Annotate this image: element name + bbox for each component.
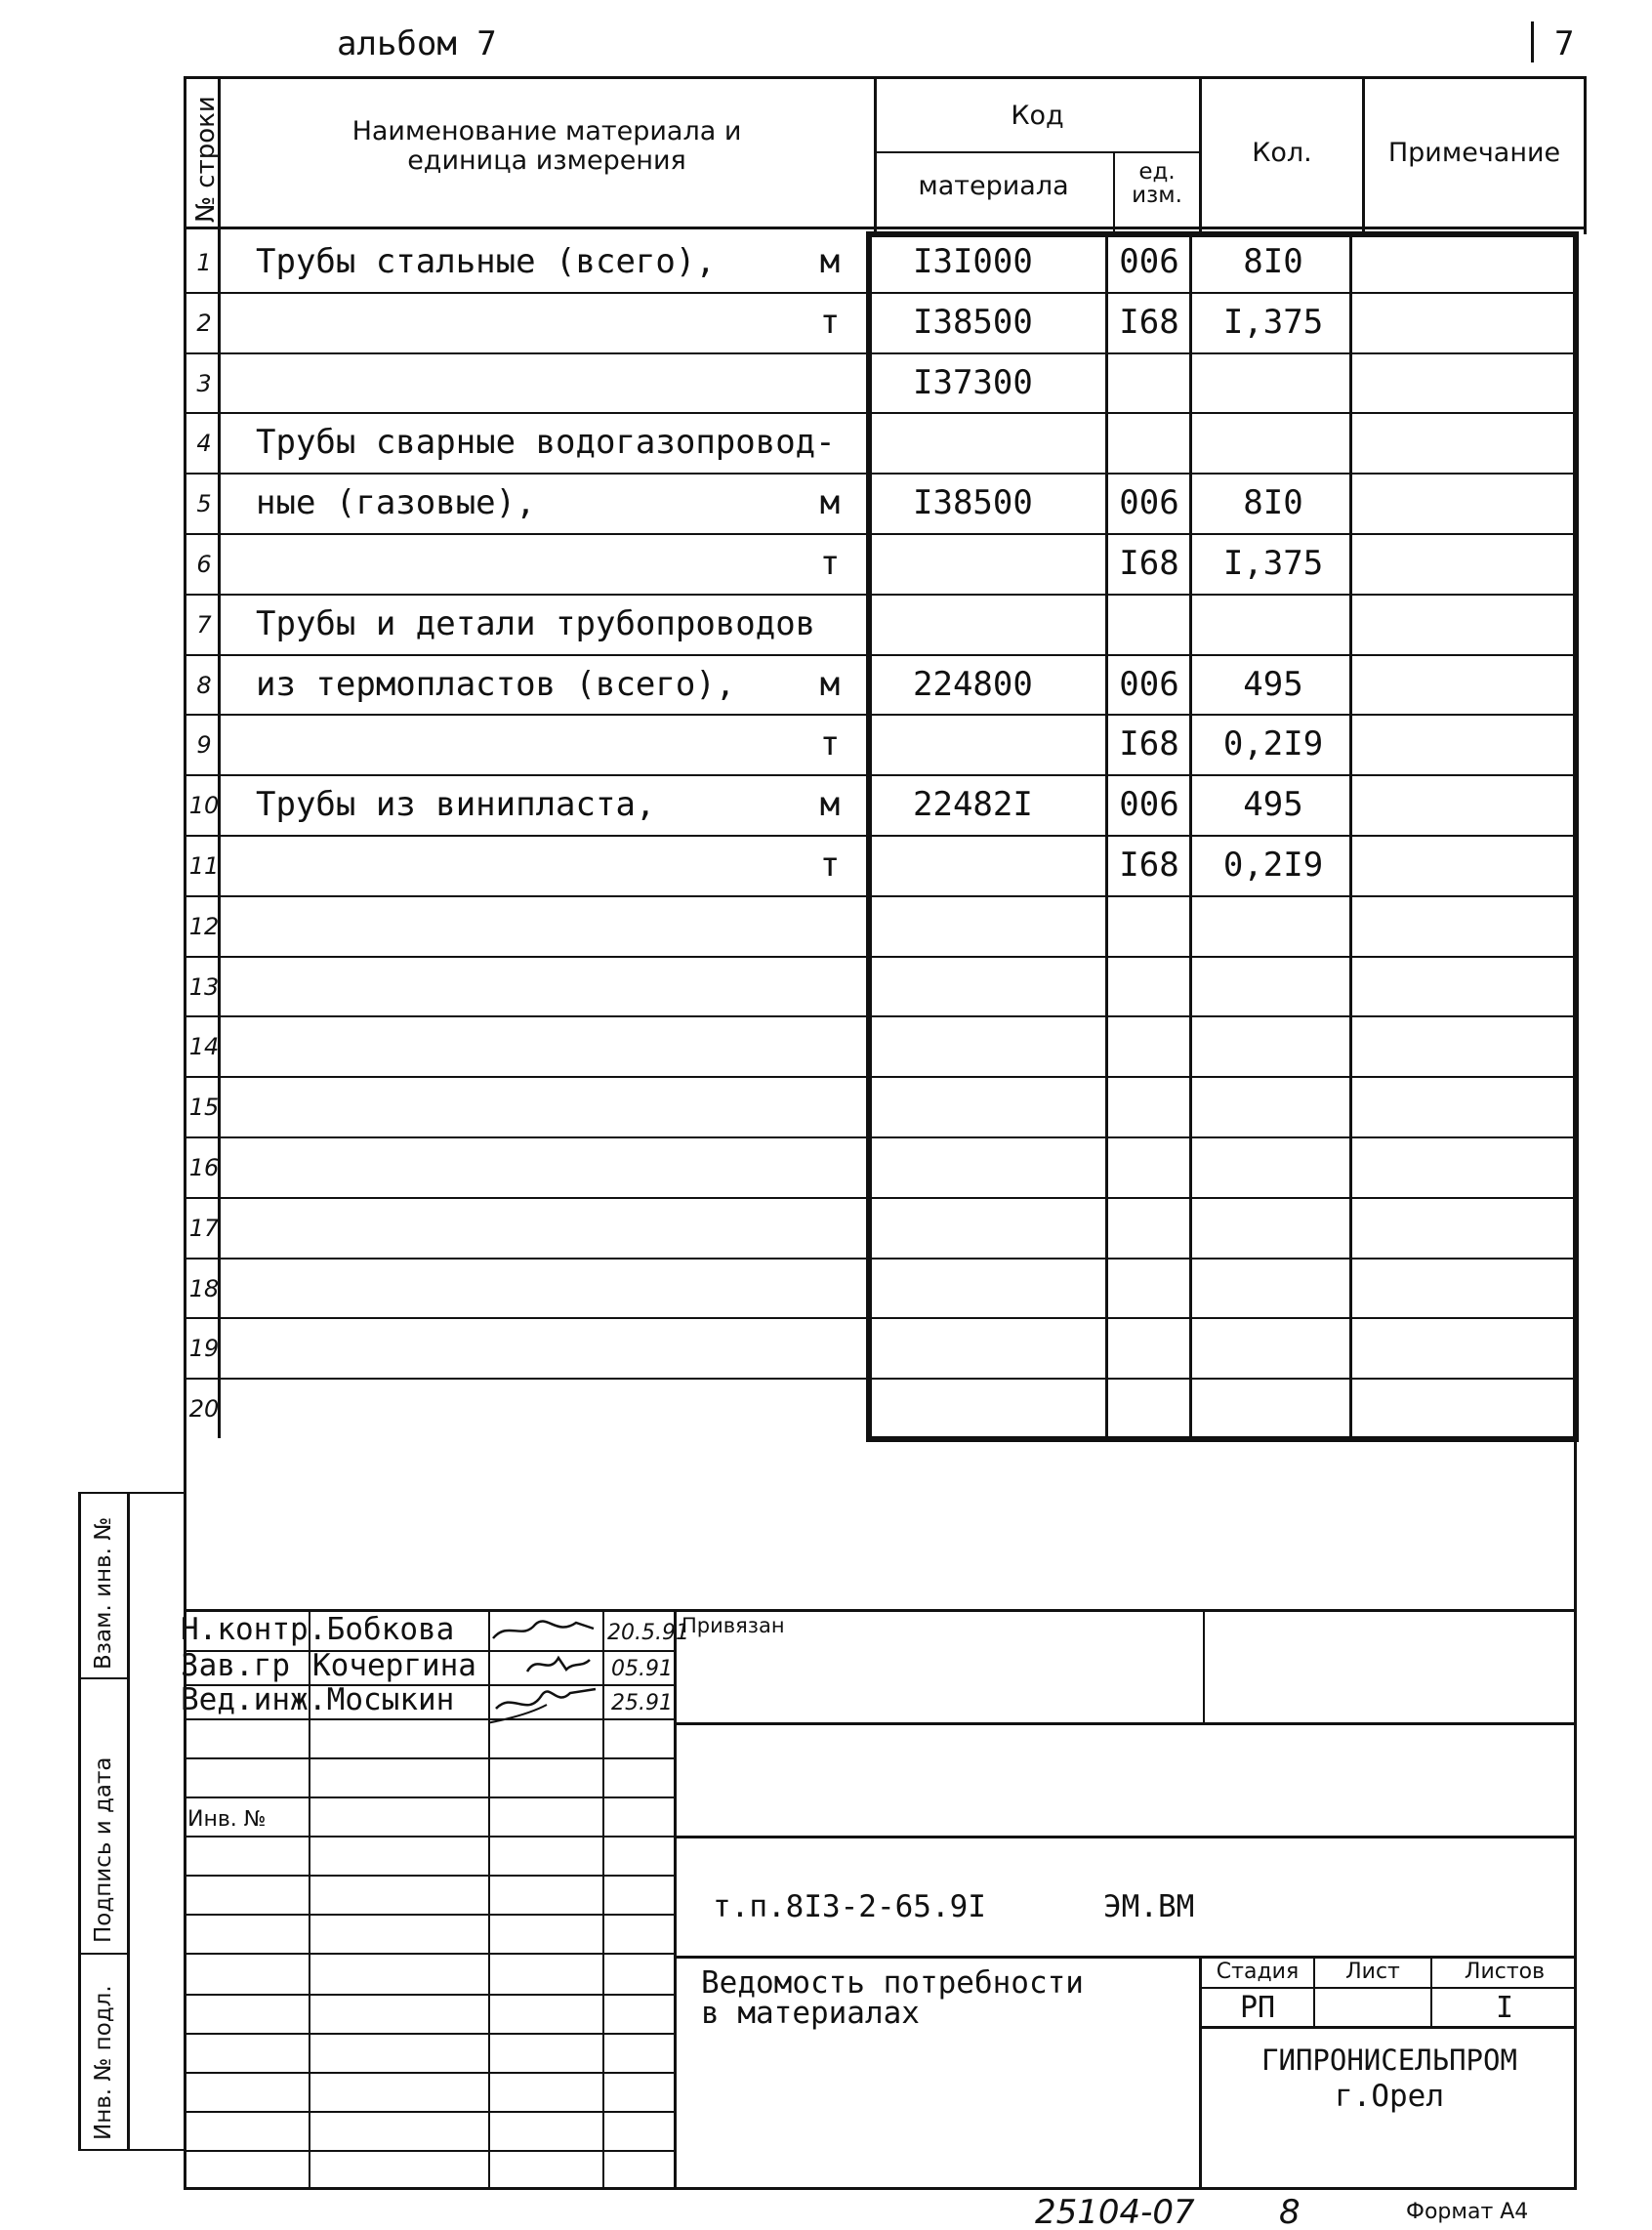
side-strip-inner-line	[127, 1492, 130, 2151]
row-unit: т	[819, 303, 841, 342]
side-strip-top-line	[78, 1492, 186, 1494]
stamp-right-border	[1574, 1442, 1577, 2190]
row-unit: м	[819, 665, 841, 704]
row-unit: м	[819, 785, 841, 824]
row-material-name: Трубы сварные водогазопровод-	[256, 423, 836, 462]
row-unit-code: 006	[1119, 242, 1179, 281]
row-material-name: Трубы из винипласта,	[256, 785, 656, 824]
row-number: 5	[196, 490, 212, 517]
row-unit-code: I68	[1119, 846, 1179, 885]
row-material-name: из термопластов (всего),	[256, 665, 736, 704]
side-label-inv-podl: Инв. № подл.	[91, 1985, 116, 2140]
name-column-line-header	[874, 76, 877, 234]
side-strip-divider-1	[78, 1677, 130, 1679]
ved-inzh-date: 25.91	[611, 1691, 673, 1715]
row-quantity: I,375	[1222, 544, 1324, 583]
row-unit: т	[819, 724, 841, 764]
row-number: 12	[188, 913, 220, 940]
stadiya-value: РП	[1239, 1991, 1276, 2025]
row-material-code: I38500	[913, 483, 1033, 522]
side-strip-divider-2	[78, 1953, 130, 1955]
row-quantity: I,375	[1222, 303, 1324, 342]
archive-number: 25104-07	[1035, 2193, 1195, 2230]
ved-inzh-name: .Мосыкин	[309, 1682, 455, 1717]
table-top-border	[184, 76, 1587, 79]
data-region-frame	[866, 231, 1579, 1442]
side-strip-bottom-line	[78, 2149, 186, 2151]
signatures-drawing	[488, 1611, 603, 1748]
stamp-line-c	[674, 1956, 1577, 1959]
row-quantity: 8I0	[1243, 483, 1303, 522]
row-number: 6	[196, 551, 212, 578]
page-number: 7	[1554, 24, 1575, 63]
row-material-code: I3I000	[913, 242, 1033, 281]
stamp-col-line-4	[674, 1609, 677, 2190]
list-label: Лист	[1345, 1960, 1400, 1984]
row-material-code: I38500	[913, 303, 1033, 342]
organization-name: ГИПРОНИСЕЛЬПРОМ	[1261, 2044, 1517, 2077]
row-number: 10	[188, 792, 220, 819]
inv-no-label: Инв. №	[187, 1807, 267, 1832]
album-label: альбом 7	[337, 24, 497, 63]
row-quantity: 495	[1243, 665, 1303, 704]
row-number: 8	[196, 672, 212, 699]
row-number: 4	[196, 430, 212, 457]
row-unit: м	[819, 242, 841, 281]
row-number-header: № строки	[191, 96, 221, 223]
row-number: 19	[188, 1335, 220, 1362]
note-column-header: Примечание	[1387, 138, 1561, 168]
listov-value: I	[1495, 1991, 1514, 2025]
row-unit: т	[819, 846, 841, 885]
row-quantity: 495	[1243, 785, 1303, 824]
row-number: 9	[196, 731, 212, 759]
row-number: 17	[188, 1215, 220, 1242]
stamp-line-b	[674, 1836, 1577, 1838]
n-kontr-date: 20.5.91	[607, 1621, 689, 1645]
zav-gr-date: 05.91	[611, 1657, 673, 1681]
document-code: т.п.8I3-2-65.9I	[713, 1889, 986, 1924]
row-number: 20	[188, 1395, 220, 1423]
n-kontr-role: Н.контр	[181, 1612, 309, 1647]
row-number: 14	[188, 1033, 220, 1060]
archive-sheet-number: 8	[1279, 2193, 1301, 2230]
unit-code-header: ед. изм.	[1132, 159, 1182, 209]
row-number: 15	[188, 1094, 220, 1121]
qty-column-header: Кол.	[1252, 138, 1312, 168]
privyazan-label: Привязан	[681, 1614, 785, 1637]
side-label-vzam-inv: Взам. инв. №	[91, 1516, 116, 1670]
row-number: 7	[196, 611, 212, 639]
row-quantity: 0,2I9	[1222, 846, 1324, 885]
name-column-header: Наименование материала и единица измерения	[351, 116, 742, 176]
side-strip-outer-line	[78, 1492, 81, 2151]
page-number-divider	[1531, 21, 1534, 62]
table-right-header-border	[1584, 76, 1587, 234]
row-number: 3	[196, 370, 212, 397]
row-unit: м	[819, 483, 841, 522]
row-number: 1	[196, 249, 212, 276]
listov-label: Листов	[1464, 1960, 1546, 1984]
row-number: 2	[196, 310, 212, 337]
side-label-podpis-data: Подпись и дата	[91, 1756, 116, 1943]
code-subheader-line	[874, 151, 1201, 153]
row-unit-code: I68	[1119, 544, 1179, 583]
stamp-left-border	[184, 1438, 186, 2190]
header-bottom-border	[184, 227, 1587, 229]
stadiya-header-line	[1199, 1987, 1577, 1989]
row-quantity: 0,2I9	[1222, 724, 1324, 764]
stamp-line-a	[674, 1722, 1577, 1725]
ved-inzh-role: Вед.инж	[181, 1682, 309, 1717]
row-material-code: 22482I	[913, 785, 1033, 824]
code-column-header: Код	[1011, 101, 1064, 131]
table-left-border	[184, 76, 186, 1438]
row-material-name: ные (газовые),	[256, 483, 536, 522]
zav-gr-name: Кочергина	[312, 1648, 476, 1683]
stadiya-label: Стадия	[1216, 1960, 1300, 1984]
row-material-name: Трубы стальные (всего),	[256, 242, 716, 281]
row-unit: т	[819, 544, 841, 583]
stadiya-value-line	[1199, 2026, 1577, 2029]
privyazan-divider	[1203, 1609, 1205, 1724]
row-material-code: 224800	[913, 665, 1033, 704]
row-unit-code: I68	[1119, 303, 1179, 342]
row-number: 16	[188, 1154, 220, 1181]
document-suffix: ЭМ.ВМ	[1103, 1889, 1195, 1924]
row-number: 18	[188, 1275, 220, 1302]
n-kontr-name: .Бобкова	[309, 1612, 455, 1647]
row-unit-code: 006	[1119, 665, 1179, 704]
row-number: 11	[188, 852, 220, 880]
row-unit-code: 006	[1119, 785, 1179, 824]
format-label: Формат А4	[1406, 2200, 1529, 2224]
row-material-name: Трубы и детали трубопроводов	[256, 604, 816, 643]
material-code-header: материала	[918, 171, 1069, 201]
row-unit-code: 006	[1119, 483, 1179, 522]
organization-city: г.Орел	[1335, 2079, 1444, 2114]
row-number: 13	[188, 973, 220, 1001]
document-title: Ведомость потребности в материалах	[701, 1965, 1084, 2031]
zav-gr-role: Зав.гр	[181, 1648, 290, 1683]
row-unit-code: I68	[1119, 724, 1179, 764]
row-material-code: I37300	[913, 363, 1033, 402]
row-quantity: 8I0	[1243, 242, 1303, 281]
stamp-bottom-border	[184, 2187, 1577, 2190]
